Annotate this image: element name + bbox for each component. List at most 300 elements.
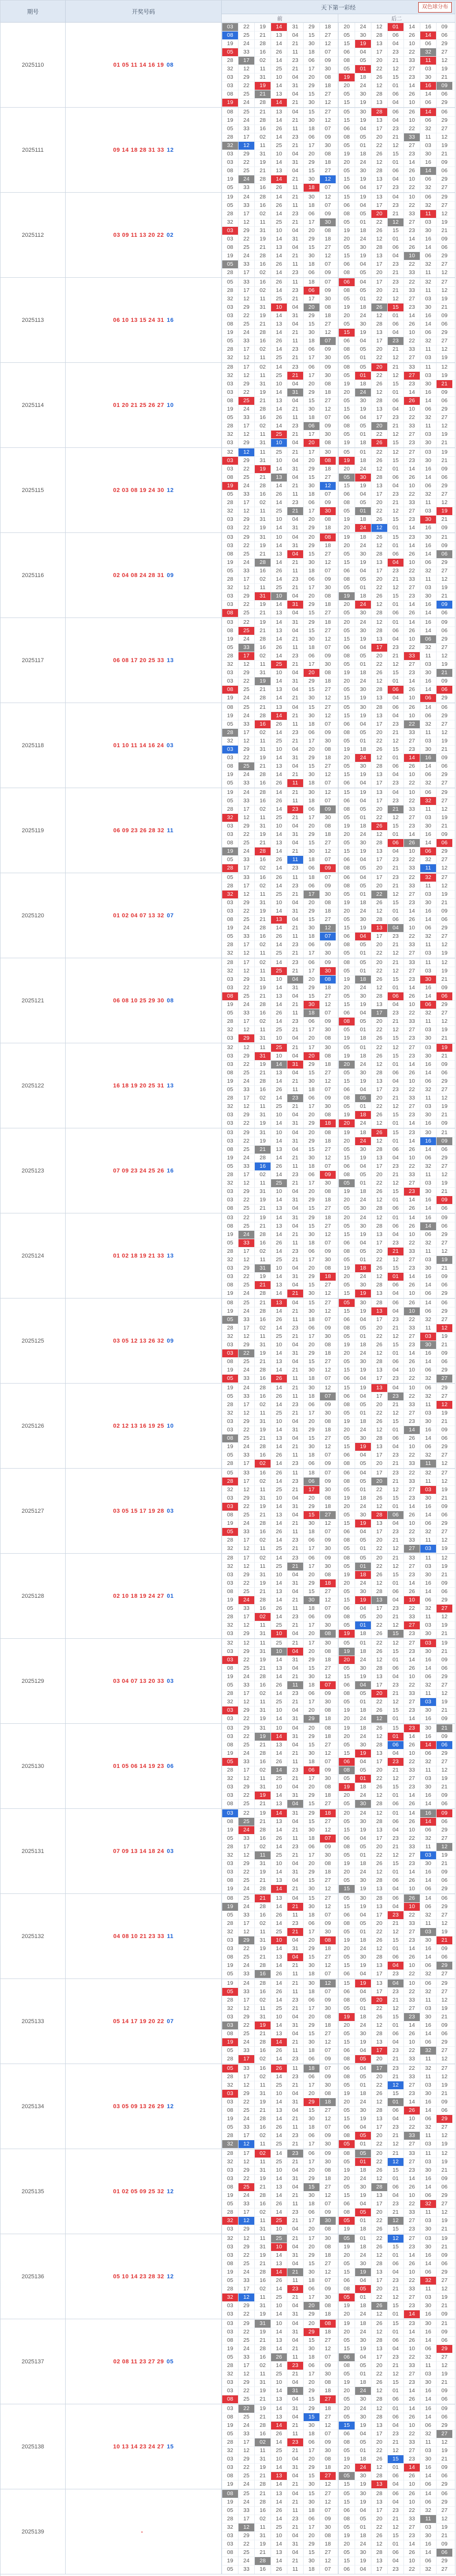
grid-cell: 29 — [441, 1155, 448, 1161]
grid-cell: 09 — [441, 1733, 448, 1740]
grid-cell: 14 — [276, 525, 282, 531]
grid-cell: 25 — [239, 397, 254, 405]
grid-cell: 21 — [260, 1223, 266, 1229]
grid-cell: 32 — [227, 968, 233, 974]
grid-cell: 23 — [292, 269, 298, 276]
grid-cell: 09 — [441, 1657, 448, 1663]
grid-cell: 23 — [409, 1860, 415, 1867]
grid-cell: 18 — [308, 491, 315, 497]
grid-cell: 17 — [376, 780, 382, 786]
grid-cell: 15 — [392, 1035, 399, 1041]
grid-cell: 14 — [276, 1844, 282, 1850]
grid-cell: 16 — [260, 1240, 266, 1246]
grid-cell: 09 — [325, 729, 331, 736]
grid-cell: 28 — [222, 729, 238, 737]
grid-cell: 30 — [425, 1784, 431, 1790]
grid-cell: 31 — [292, 312, 298, 319]
grid-cell: 11 — [425, 1614, 431, 1620]
grid-cell: 11 — [260, 2294, 266, 2300]
grid-cell: 28 — [227, 1095, 233, 1101]
grid-cell: 21 — [292, 1231, 298, 1238]
grid-cell: 19 — [344, 1707, 350, 1713]
grid-cell: 08 — [344, 1248, 350, 1254]
grid-cell: 19 — [355, 1980, 371, 1987]
grid-cell: 09 — [441, 389, 448, 395]
grid-cell: 19 — [360, 253, 366, 259]
front-distribution-grid — [222, 533, 338, 617]
grid-cell: 12 — [243, 891, 250, 897]
grid-cell: 27 — [409, 2294, 415, 2300]
grid-cell: 29 — [243, 1342, 250, 1348]
red-balls: 02 03 08 19 24 30 — [113, 487, 164, 494]
grid-cell: 22 — [243, 985, 250, 991]
grid-cell: 07 — [325, 2277, 331, 2284]
grid-cell: 05 — [227, 1240, 233, 1246]
grid-cell: 27 — [441, 874, 448, 881]
grid-cell: 04 — [292, 746, 298, 752]
grid-cell: 03 — [227, 1273, 233, 1280]
grid-cell: 11 — [425, 1171, 431, 1178]
grid-cell: 05 — [344, 993, 350, 999]
grid-cell: 14 — [276, 883, 282, 889]
issue-number: 2025135 — [1, 2149, 66, 2234]
grid-cell: 06 — [425, 117, 431, 123]
grid-cell: 07 — [325, 798, 331, 804]
grid-cell: 06 — [344, 568, 350, 574]
grid-cell: 13 — [276, 1223, 282, 1229]
grid-cell: 03 — [425, 1410, 431, 1416]
grid-cell: 08 — [325, 1495, 331, 1501]
grid-cell: 04 — [292, 1512, 298, 1518]
grid-cell: 30 — [320, 967, 336, 975]
grid-cell: 04 — [360, 2124, 366, 2130]
grid-cell: 08 — [344, 423, 350, 429]
grid-cell: 14 — [276, 2192, 282, 2198]
grid-cell: 12 — [376, 236, 382, 242]
grid-cell: 30 — [425, 1129, 431, 1136]
grid-cell: 32 — [227, 2235, 233, 2242]
grid-cell: 03 — [227, 304, 233, 310]
grid-cell: 05 — [344, 1044, 350, 1051]
grid-cell: 04 — [292, 2226, 298, 2232]
grid-cell: 15 — [392, 1112, 399, 1118]
grid-cell: 06 — [308, 499, 315, 506]
grid-cell: 01 — [360, 219, 366, 225]
grid-cell: 17 — [243, 1171, 250, 1178]
grid-cell: 03 — [227, 908, 233, 914]
grid-cell: 19 — [227, 1290, 233, 1296]
grid-cell: 03 — [222, 227, 238, 235]
grid-cell: 30 — [425, 1648, 431, 1654]
grid-cell: 32 — [227, 372, 233, 379]
grid-cell: 02 — [260, 806, 266, 812]
grid-cell: 32 — [227, 296, 233, 302]
grid-cell: 16 — [260, 1452, 266, 1458]
grid-cell: 04 — [360, 798, 366, 804]
grid-cell: 15 — [308, 321, 315, 327]
grid-cell: 26 — [371, 1129, 387, 1137]
grid-cell: 16 — [260, 261, 266, 267]
grid-cell: 33 — [409, 1095, 415, 1101]
grid-cell: 01 — [392, 1792, 399, 1798]
grid-cell: 18 — [325, 525, 331, 531]
grid-cell: 06 — [441, 1895, 448, 1901]
grid-cell: 04 — [355, 933, 371, 940]
grid-cell: 11 — [292, 279, 298, 285]
grid-cell: 29 — [308, 1120, 315, 1126]
grid-cell: 04 — [292, 2244, 298, 2250]
grid-cell: 06 — [344, 1605, 350, 1611]
grid-cell: 20 — [344, 601, 350, 608]
grid-cell: 28 — [376, 1800, 382, 1807]
grid-cell: 06 — [392, 109, 399, 115]
grid-cell: 13 — [276, 1070, 282, 1076]
grid-cell: 15 — [308, 686, 315, 693]
grid-cell: 05 — [360, 499, 366, 506]
grid-cell: 14 — [276, 1555, 282, 1561]
grid-cell: 08 — [344, 1997, 350, 2003]
grid-cell: 21 — [292, 1078, 298, 1084]
issue-number: 2025130 — [1, 1724, 66, 1808]
grid-cell: 33 — [409, 883, 415, 889]
grid-cell: 28 — [376, 1818, 382, 1825]
grid-cell: 29 — [239, 1936, 254, 1944]
grid-cell: 18 — [360, 2167, 366, 2173]
grid-cell: 26 — [409, 1435, 415, 1441]
grid-cell: 02 — [260, 1997, 266, 2003]
grid-cell: 01 — [392, 601, 399, 608]
grid-cell: 26 — [376, 1265, 382, 1271]
blue-ball: 12 — [167, 487, 174, 494]
grid-cell: 28 — [227, 423, 233, 429]
grid-cell: 13 — [276, 686, 282, 693]
grid-cell: 13 — [276, 2260, 282, 2267]
grid-cell: 13 — [371, 924, 387, 932]
grid-cell: 17 — [308, 2159, 315, 2165]
grid-cell: 26 — [376, 1572, 382, 1578]
grid-cell: 14 — [425, 474, 431, 480]
back-distribution-grid — [338, 2319, 455, 2404]
grid-cell: 23 — [287, 2150, 303, 2158]
grid-cell: 10 — [409, 1290, 415, 1296]
grid-cell: 21 — [292, 1980, 298, 1986]
grid-cell: 16 — [260, 1010, 266, 1016]
grid-cell: 32 — [420, 2047, 436, 2055]
grid-cell: 22 — [243, 1138, 250, 1144]
grid-cell: 19 — [344, 2226, 350, 2232]
grid-cell: 08 — [325, 1053, 331, 1059]
grid-cell: 27 — [325, 244, 331, 250]
grid-cell: 29 — [243, 1418, 250, 1425]
grid-cell: 11 — [425, 2056, 431, 2062]
grid-cell: 24 — [360, 466, 366, 472]
grid-cell: 20 — [308, 534, 315, 540]
grid-cell: 01 — [360, 2294, 366, 2300]
blue-ball: 08 — [167, 61, 174, 68]
grid-cell: 26 — [409, 244, 415, 250]
grid-cell: 13 — [276, 704, 282, 710]
grid-cell: 26 — [409, 1742, 415, 1748]
grid-cell: 16 — [425, 389, 431, 395]
distribution-tag[interactable]: 双色球分布 — [418, 2, 452, 13]
grid-cell: 08 — [227, 763, 233, 769]
grid-cell: 04 — [292, 840, 298, 846]
winning-numbers — [66, 1639, 222, 1723]
grid-cell: 25 — [243, 2030, 250, 2037]
grid-cell: 23 — [409, 457, 415, 464]
grid-cell: 26 — [376, 669, 382, 676]
grid-cell: 30 — [360, 704, 366, 710]
grid-cell: 14 — [276, 2056, 282, 2062]
grid-cell: 03 — [420, 1545, 436, 1553]
grid-cell: 04 — [360, 1835, 366, 1841]
grid-cell: 33 — [243, 338, 250, 344]
grid-cell: 04 — [392, 1001, 399, 1008]
grid-cell: 22 — [409, 1316, 415, 1323]
issue-number: 2025128 — [1, 1554, 66, 1638]
grid-cell: 16 — [425, 466, 431, 472]
grid-cell: 31 — [260, 534, 266, 540]
grid-cell: 31 — [260, 2090, 266, 2097]
grid-cell: 08 — [227, 1223, 233, 1229]
grid-cell: 29 — [308, 159, 315, 165]
grid-cell: 19 — [441, 2082, 448, 2088]
grid-cell: 04 — [292, 1588, 298, 1595]
grid-cell: 30 — [360, 627, 366, 634]
grid-cell: 30 — [425, 2090, 431, 2097]
grid-cell: 24 — [243, 117, 250, 123]
grid-cell: 23 — [292, 2074, 298, 2080]
grid-cell: 26 — [376, 1188, 382, 1195]
grid-cell: 23 — [392, 1988, 399, 1995]
grid-cell: 13 — [271, 1299, 287, 1307]
grid-cell: 25 — [239, 627, 254, 635]
grid-cell: 29 — [308, 678, 315, 684]
grid-cell: 17 — [308, 2141, 315, 2147]
grid-cell: 08 — [344, 576, 350, 582]
grid-cell: 30 — [425, 1265, 431, 1271]
grid-cell: 12 — [325, 329, 331, 336]
grid-cell: 31 — [260, 516, 266, 522]
grid-cell: 12 — [243, 354, 250, 361]
grid-cell: 12 — [392, 1563, 399, 1569]
blue-ball: 11 — [167, 827, 174, 834]
grid-cell: 29 — [441, 1597, 448, 1603]
grid-cell: 22 — [409, 1988, 415, 1995]
grid-cell: 06 — [441, 244, 448, 250]
grid-cell: 27 — [409, 1929, 415, 1935]
grid-cell: 13 — [376, 1443, 382, 1450]
grid-cell: 06 — [344, 1375, 350, 1381]
grid-cell: 30 — [325, 449, 331, 455]
grid-cell: 08 — [227, 2260, 233, 2267]
grid-cell: 31 — [292, 1350, 298, 1356]
grid-cell: 06 — [308, 2074, 315, 2080]
grid-cell: 18 — [360, 516, 366, 522]
grid-cell: 21 — [441, 1572, 448, 1578]
grid-cell: 30 — [308, 1750, 315, 1756]
grid-cell: 06 — [441, 1512, 448, 1518]
grid-cell: 06 — [392, 763, 399, 769]
grid-cell: 19 — [360, 329, 366, 336]
grid-cell: 19 — [260, 159, 266, 165]
grid-cell: 16 — [260, 338, 266, 344]
back-distribution-grid — [338, 363, 455, 447]
grid-cell: 03 — [227, 525, 233, 531]
grid-cell: 12 — [388, 218, 403, 226]
grid-cell: 12 — [243, 2235, 250, 2242]
grid-cell: 08 — [344, 1844, 350, 1850]
grid-cell: 21 — [388, 1248, 403, 1255]
grid-cell: 09 — [441, 312, 448, 319]
grid-cell: 04 — [360, 644, 366, 651]
grid-cell: 25 — [243, 1205, 250, 1211]
grid-cell: 23 — [392, 184, 399, 191]
grid-cell: 22 — [404, 720, 420, 728]
grid-cell: 30 — [425, 304, 431, 310]
grid-cell: 18 — [325, 831, 331, 837]
grid-cell: 26 — [276, 2277, 282, 2284]
grid-cell: 19 — [360, 771, 366, 778]
grid-cell: 06 — [308, 269, 315, 276]
grid-cell: 30 — [308, 1520, 315, 1526]
grid-cell: 05 — [344, 891, 350, 897]
grid-cell: 24 — [243, 99, 250, 106]
back-distribution-grid — [338, 533, 455, 617]
grid-cell: 06 — [344, 2124, 350, 2130]
grid-cell: 16 — [260, 1470, 266, 1476]
grid-cell: 03 — [227, 1427, 233, 1433]
grid-cell: 12 — [441, 1614, 448, 1620]
grid-cell: 32 — [425, 1010, 431, 1016]
grid-cell: 32 — [227, 661, 233, 667]
grid-cell: 12 — [325, 117, 331, 123]
grid-cell: 29 — [308, 831, 315, 837]
grid-cell: 21 — [260, 686, 266, 693]
grid-cell: 08 — [344, 2209, 350, 2215]
grid-cell: 27 — [325, 474, 331, 480]
grid-cell: 01 — [388, 1273, 403, 1281]
grid-cell: 03 — [227, 74, 233, 80]
grid-cell: 01 — [360, 1333, 366, 1339]
grid-cell: 30 — [325, 1563, 331, 1569]
grid-cell: 11 — [260, 891, 266, 897]
grid-cell: 27 — [409, 449, 415, 455]
grid-cell: 29 — [308, 1733, 315, 1740]
grid-cell: 08 — [325, 1860, 331, 1867]
grid-cell: 33 — [243, 933, 250, 939]
grid-cell: 04 — [292, 1630, 298, 1637]
grid-cell: 05 — [227, 780, 233, 786]
grid-cell: 15 — [308, 397, 315, 404]
grid-cell: 28 — [376, 474, 382, 480]
grid-cell: 08 — [222, 32, 238, 39]
grid-cell: 16 — [260, 125, 266, 132]
grid-cell: 33 — [243, 1971, 250, 1977]
grid-cell: 23 — [292, 287, 298, 294]
grid-cell: 26 — [276, 780, 282, 786]
grid-cell: 22 — [409, 1163, 415, 1169]
grid-cell: 17 — [376, 338, 382, 344]
grid-cell: 19 — [355, 2268, 371, 2276]
grid-cell: 29 — [243, 2090, 250, 2097]
grid-cell: 15 — [308, 2107, 315, 2113]
grid-cell: 14 — [404, 754, 420, 762]
grid-cell: 20 — [376, 1537, 382, 1543]
grid-cell: 12 — [371, 524, 387, 532]
grid-cell: 31 — [292, 2099, 298, 2105]
grid-cell: 29 — [441, 329, 448, 336]
grid-cell: 26 — [409, 167, 415, 174]
grid-cell: 04 — [360, 2201, 366, 2207]
grid-cell: 09 — [441, 1792, 448, 1798]
grid-cell: 14 — [276, 2099, 282, 2105]
grid-cell: 11 — [260, 968, 266, 974]
grid-cell: 29 — [441, 2269, 448, 2275]
grid-cell: 03 — [227, 2387, 233, 2394]
grid-cell: 33 — [243, 856, 250, 863]
grid-cell: 08 — [325, 669, 331, 676]
grid-cell: 22 — [409, 202, 415, 208]
grid-cell: 13 — [376, 713, 382, 719]
grid-cell: 29 — [243, 1707, 250, 1713]
grid-cell: 12 — [325, 2345, 331, 2352]
grid-cell: 26 — [376, 227, 382, 234]
grid-cell: 21 — [392, 1920, 399, 1926]
grid-cell: 21 — [260, 167, 266, 174]
grid-cell: 12 — [239, 2140, 254, 2148]
grid-cell: 16 — [260, 184, 266, 191]
grid-cell: 01 — [392, 1197, 399, 1203]
grid-cell: 05 — [360, 423, 366, 429]
grid-cell: 32 — [227, 1545, 233, 1552]
grid-cell: 19 — [441, 1852, 448, 1858]
grid-cell: 28 — [376, 1877, 382, 1883]
grid-cell: 22 — [409, 1375, 415, 1381]
grid-cell: 17 — [376, 2124, 382, 2130]
grid-cell: 05 — [344, 686, 350, 693]
grid-cell: 09 — [441, 159, 448, 165]
grid-cell: 15 — [392, 1860, 399, 1867]
grid-cell: 29 — [243, 976, 250, 982]
grid-cell: 04 — [360, 414, 366, 421]
grid-cell: 21 — [392, 2132, 399, 2139]
grid-cell: 21 — [292, 2116, 298, 2122]
grid-cell: 19 — [441, 2235, 448, 2242]
grid-cell: 11 — [292, 125, 298, 132]
grid-cell: 31 — [292, 236, 298, 242]
grid-cell: 05 — [344, 738, 350, 744]
grid-cell: 27 — [325, 2030, 331, 2037]
grid-cell: 29 — [243, 1495, 250, 1501]
grid-cell: 32 — [227, 66, 233, 72]
grid-cell: 03 — [227, 466, 233, 472]
grid-cell: 05 — [227, 856, 233, 863]
grid-cell: 20 — [344, 1427, 350, 1433]
grid-cell: 14 — [276, 1171, 282, 1178]
grid-cell: 14 — [276, 2074, 282, 2080]
grid-cell: 17 — [243, 269, 250, 276]
grid-cell: 12 — [325, 194, 331, 200]
grid-cell: 12 — [243, 1044, 250, 1051]
grid-cell: 29 — [243, 2320, 250, 2327]
grid-cell: 21 — [260, 1742, 266, 1748]
grid-cell: 18 — [360, 534, 366, 540]
grid-cell: 13 — [371, 1596, 387, 1604]
blue-ball: 01 — [167, 1593, 174, 1599]
table-row — [1, 788, 455, 873]
grid-cell: 31 — [260, 1937, 266, 1943]
